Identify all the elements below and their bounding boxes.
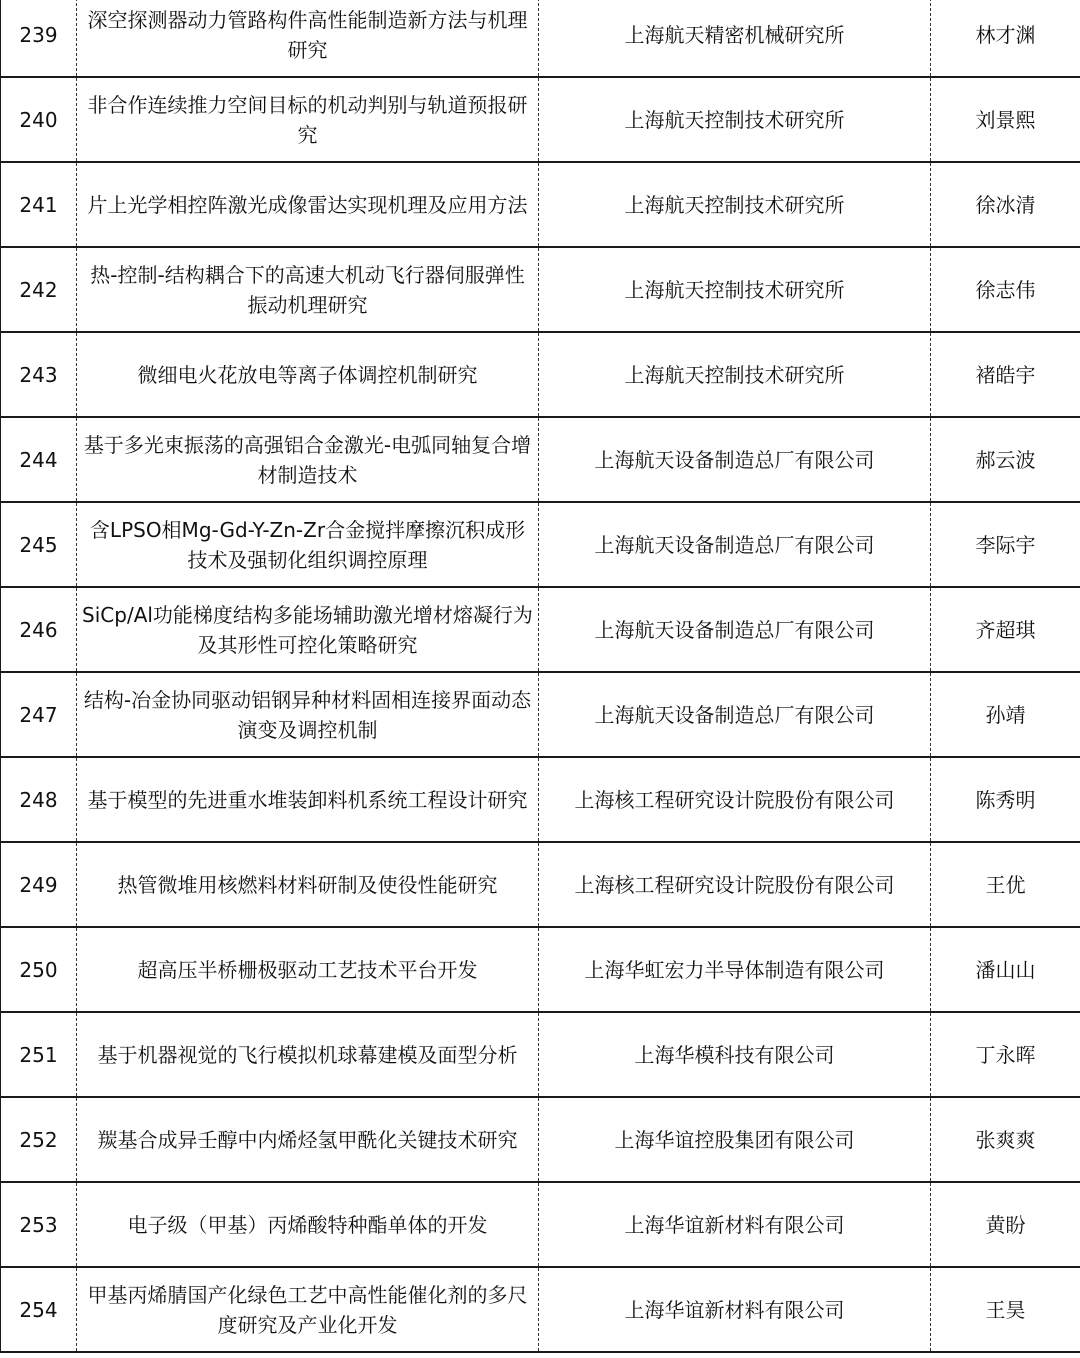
table-row [1, 417, 1080, 502]
table-row [1, 1097, 1080, 1182]
table-row [1, 1012, 1080, 1097]
project-title: 热-控制-结构耦合下的高速大机动飞行器伺服弹性振动机理研究 [77, 247, 539, 332]
person-name: 丁永晖 [931, 1012, 1080, 1097]
row-number: 242 [1, 247, 77, 332]
organization: 上海航天控制技术研究所 [539, 332, 931, 417]
row-number: 253 [1, 1182, 77, 1267]
person-name: 徐志伟 [931, 247, 1080, 332]
row-number: 243 [1, 332, 77, 417]
row-number: 247 [1, 672, 77, 757]
table-row [1, 927, 1080, 1012]
project-title: 结构-冶金协同驱动铝钢异种材料固相连接界面动态演变及调控机制 [77, 672, 539, 757]
row-number: 240 [1, 77, 77, 162]
person-name: 褚皓宇 [931, 332, 1080, 417]
table-row [1, 757, 1080, 842]
project-title: 微细电火花放电等离子体调控机制研究 [77, 332, 539, 417]
row-number: 239 [1, 0, 77, 77]
person-name: 黄盼 [931, 1182, 1080, 1267]
organization: 上海航天精密机械研究所 [539, 0, 931, 77]
project-title: 基于模型的先进重水堆装卸料机系统工程设计研究 [77, 757, 539, 842]
organization: 上海核工程研究设计院股份有限公司 [539, 842, 931, 927]
row-number: 245 [1, 502, 77, 587]
project-title: 超高压半桥栅极驱动工艺技术平台开发 [77, 927, 539, 1012]
project-title: 电子级（甲基）丙烯酸特种酯单体的开发 [77, 1182, 539, 1267]
table-row [1, 1182, 1080, 1267]
organization: 上海航天设备制造总厂有限公司 [539, 587, 931, 672]
person-name: 郝云波 [931, 417, 1080, 502]
table-body [1, 0, 1080, 1352]
table-row [1, 332, 1080, 417]
organization: 上海核工程研究设计院股份有限公司 [539, 757, 931, 842]
row-number: 252 [1, 1097, 77, 1182]
table-row [1, 842, 1080, 927]
project-title: SiCp/Al功能梯度结构多能场辅助激光增材熔凝行为及其形性可控化策略研究 [77, 587, 539, 672]
organization: 上海航天设备制造总厂有限公司 [539, 672, 931, 757]
project-title: 甲基丙烯腈国产化绿色工艺中高性能催化剂的多尺度研究及产业化开发 [77, 1267, 539, 1352]
organization: 上海华谊新材料有限公司 [539, 1182, 931, 1267]
project-title: 非合作连续推力空间目标的机动判别与轨道预报研究 [77, 77, 539, 162]
organization: 上海航天设备制造总厂有限公司 [539, 502, 931, 587]
table-row [1, 1267, 1080, 1352]
table-row [1, 502, 1080, 587]
person-name: 王优 [931, 842, 1080, 927]
project-title: 热管微堆用核燃料材料研制及使役性能研究 [77, 842, 539, 927]
table-row [1, 77, 1080, 162]
organization: 上海华谊新材料有限公司 [539, 1267, 931, 1352]
project-title: 含LPSO相Mg-Gd-Y-Zn-Zr合金搅拌摩擦沉积成形技术及强韧化组织调控原理 [77, 502, 539, 587]
person-name: 潘山山 [931, 927, 1080, 1012]
table-row [1, 247, 1080, 332]
person-name: 刘景熙 [931, 77, 1080, 162]
table-row [1, 0, 1080, 77]
project-title: 基于多光束振荡的高强铝合金激光-电弧同轴复合增材制造技术 [77, 417, 539, 502]
organization: 上海华虹宏力半导体制造有限公司 [539, 927, 931, 1012]
row-number: 250 [1, 927, 77, 1012]
person-name: 王昊 [931, 1267, 1080, 1352]
row-number: 244 [1, 417, 77, 502]
organization: 上海华模科技有限公司 [539, 1012, 931, 1097]
organization: 上海航天控制技术研究所 [539, 247, 931, 332]
organization: 上海航天控制技术研究所 [539, 162, 931, 247]
row-number: 251 [1, 1012, 77, 1097]
row-number: 246 [1, 587, 77, 672]
person-name: 徐冰清 [931, 162, 1080, 247]
table-row [1, 162, 1080, 247]
row-number: 254 [1, 1267, 77, 1352]
person-name: 陈秀明 [931, 757, 1080, 842]
row-number: 248 [1, 757, 77, 842]
project-title: 深空探测器动力管路构件高性能制造新方法与机理研究 [77, 0, 539, 77]
person-name: 齐超琪 [931, 587, 1080, 672]
person-name: 林才渊 [931, 0, 1080, 77]
table-row [1, 672, 1080, 757]
project-title: 片上光学相控阵激光成像雷达实现机理及应用方法 [77, 162, 539, 247]
project-title: 基于机器视觉的飞行模拟机球幕建模及面型分析 [77, 1012, 539, 1097]
person-name: 李际宇 [931, 502, 1080, 587]
organization: 上海航天控制技术研究所 [539, 77, 931, 162]
person-name: 孙靖 [931, 672, 1080, 757]
table-row [1, 587, 1080, 672]
organization: 上海华谊控股集团有限公司 [539, 1097, 931, 1182]
person-name: 张爽爽 [931, 1097, 1080, 1182]
organization: 上海航天设备制造总厂有限公司 [539, 417, 931, 502]
row-number: 241 [1, 162, 77, 247]
row-number: 249 [1, 842, 77, 927]
project-title: 羰基合成异壬醇中内烯烃氢甲酰化关键技术研究 [77, 1097, 539, 1182]
